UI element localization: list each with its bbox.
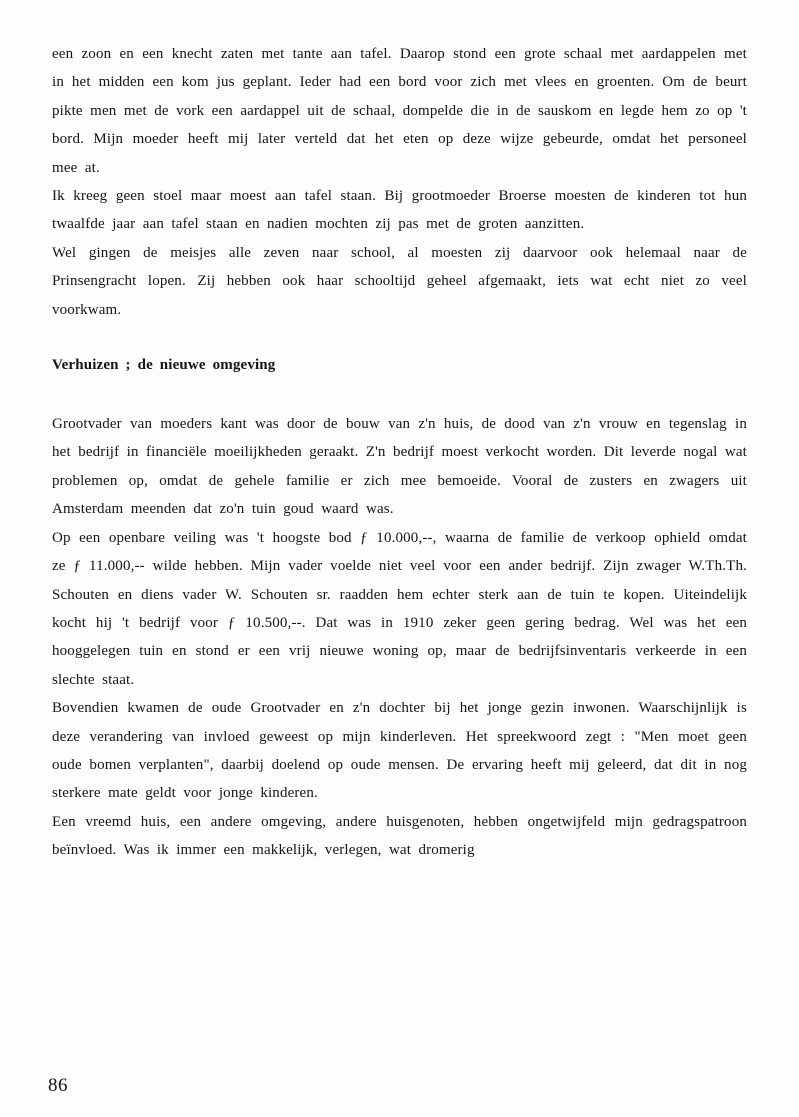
paragraph: Wel gingen de meisjes alle zeven naar school, al moesten zij daarvoor ook helemaal naar de Prinsengracht lopen. Zij hebben ook haar schooltijd geheel afgemaakt, iets wat echt niet zo veel voorkwam. [52, 244, 747, 318]
paragraph: Een vreemd huis, een andere omgeving, andere huisgenoten, hebben ongetwijfeld mijn gedragspatroon beïnvloed. Was ik immer een makkelijk, verlegen, wat dromerig [52, 813, 747, 859]
paragraph: Grootvader van moeders kant was door de bouw van z'n huis, de dood van z'n vrouw en tegenslag in het bedrijf in financiële moeilijkheden geraakt. Z'n bedrijf moest verkocht worden. Dit leverde nogal wat problemen op, omdat de gehele familie er zich mee bemoeide. Vooral de zusters en zwagers uit Amsterdam meenden dat zo'n tuin goud waard was. [52, 416, 747, 518]
paragraph: Bovendien kwamen de oude Grootvader en z'n dochter bij het jonge gezin inwonen. Waarschijnlijk is deze verandering van invloed geweest op mijn kinderleven. Het spreekwoord zegt : "Men moet geen oude bomen verplanten", daarbij doelend op oude mensen. De ervaring heeft mij geleerd, dat dit in nog sterkere mate geldt voor jonge kinderen. [52, 700, 747, 802]
paragraph: Op een openbare veiling was 't hoogste bod ƒ 10.000,--, waarna de familie de verkoop ophield omdat ze ƒ 11.000,-- wilde hebben. Mijn vader voelde niet veel voor een ander bedrijf. Zijn zwager W.Th.Th. Schouten en diens vader W. Schouten sr. raadden hem echter sterk aan de tuin te kopen. Uiteindelijk kocht hij 't bedrijf voor ƒ 10.500,--. Dat was in 1910 zeker geen gering bedrag. Wel was het een hooggelegen tuin en stond er een vrij nieuwe woning op, maar de bedrijfsinventaris verkeerde in een slechte staat. [52, 529, 747, 688]
intro-section [52, 40, 747, 324]
paragraph: Ik kreeg geen stoel maar moest aan tafel staan. Bij grootmoeder Broerse moesten de kinderen tot hun twaalfde jaar aan tafel staan en nadien mochten zij pas met de groten aanzitten. [52, 188, 747, 233]
paragraph: een zoon en een knecht zaten met tante aan tafel. Daarop stond een grote schaal met aardappelen met in het midden een kom jus geplant. Ieder had een bord voor zich met vlees en groenten. Om de beurt pikte men met de vork een aardappel uit de schaal, dompelde die in de sauskom en legde hem zo op 't bord. Mijn moeder heeft mij later verteld dat het eten op deze wijze gebeurde, omdat het personeel mee at. [52, 46, 747, 176]
section-heading: Verhuizen ; de nieuwe omgeving [52, 357, 276, 374]
body-section [52, 410, 747, 865]
page-number: 86 [48, 1075, 68, 1096]
